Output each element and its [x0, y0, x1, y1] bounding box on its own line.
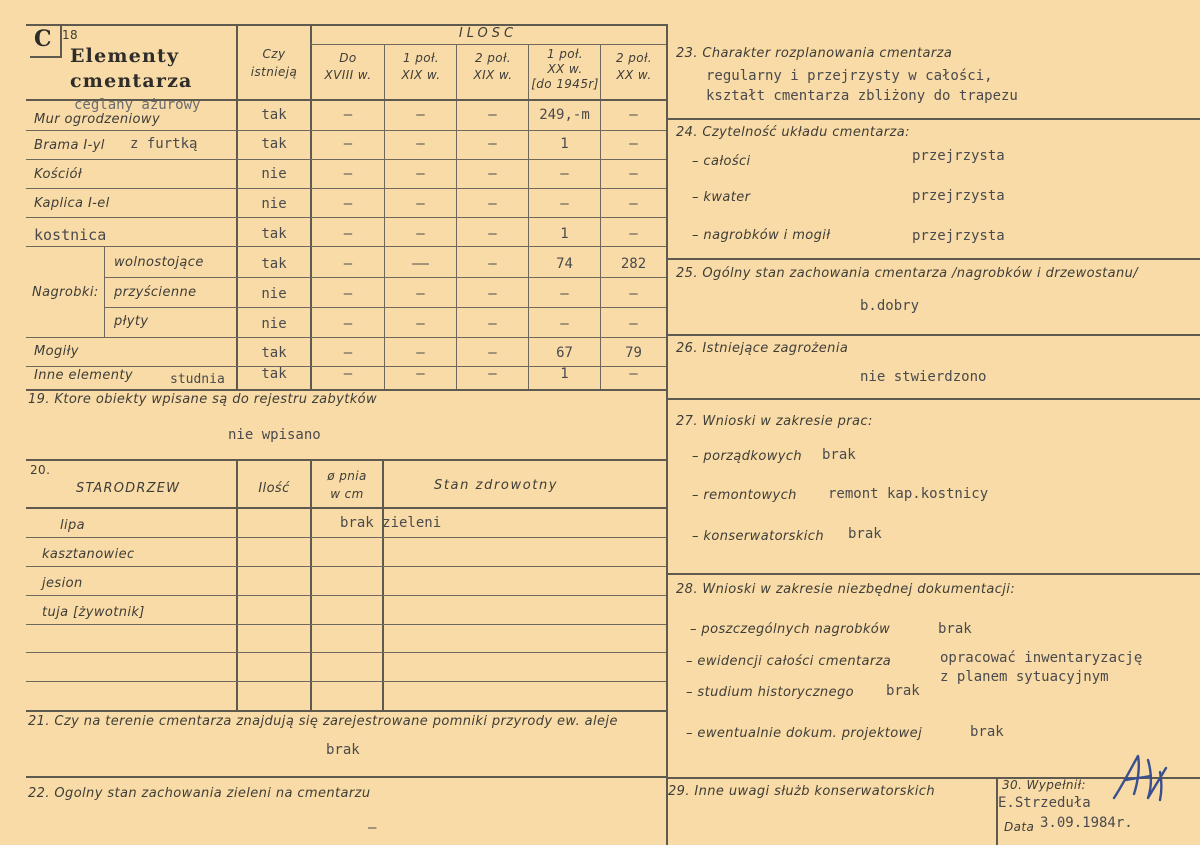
- center-divider: [666, 24, 668, 845]
- s28-item-label: – poszczególnych nagrobków: [690, 622, 891, 637]
- s20-bottom-rule: [26, 710, 666, 712]
- s23-bottom-rule: [666, 118, 1200, 120]
- row-note: ceglany ażurowy: [74, 97, 201, 113]
- s28-item-value: opracować inwentaryzację z planem sytuacyjnym: [940, 650, 1143, 685]
- s30-rule: [996, 777, 998, 845]
- s20-col-qty: Ilość: [258, 481, 290, 496]
- row-rule: [26, 217, 666, 218]
- row-exists: nie: [261, 196, 287, 212]
- s24-item-label: – nagrobków i mogił: [692, 228, 831, 243]
- s27-bottom-rule: [666, 573, 1200, 575]
- row-c19a: –: [416, 316, 425, 332]
- row-c18: –: [343, 316, 353, 332]
- row-label: Mogiły: [34, 344, 79, 359]
- row-c20a: 1: [560, 226, 569, 242]
- s30-label: 30. Wypełnił:: [1002, 778, 1086, 792]
- row-exists: nie: [261, 286, 287, 302]
- tree-row: tuja [żywotnik]: [42, 605, 145, 620]
- s30-date: 3.09.1984r.: [1040, 815, 1133, 831]
- row-c20a: 249,-m: [539, 107, 590, 123]
- corner-number: 18: [62, 28, 79, 42]
- s20-number: 20.: [30, 463, 51, 477]
- row-c20b: –: [629, 226, 638, 242]
- col-20a-header: 1 poł. XX w. [do 1945r]: [531, 47, 599, 91]
- row-c20b: –: [629, 136, 638, 152]
- row-label: przyścienne: [114, 285, 197, 300]
- row-c18: –: [343, 345, 353, 361]
- s27-question: 27. Wnioski w zakresie prac:: [676, 414, 873, 429]
- row-rule: [26, 130, 666, 131]
- s20-top-rule: [26, 459, 666, 461]
- s28-item-value: brak: [938, 621, 972, 637]
- s22-answer: –: [368, 820, 377, 836]
- s20-row-rule: [26, 624, 666, 625]
- row-c20b: –: [629, 196, 638, 212]
- row-c19a: –: [416, 345, 425, 361]
- row-c19b: –: [488, 196, 497, 212]
- row-c19a: –: [416, 166, 425, 182]
- row-c19b: –: [488, 256, 497, 272]
- row-exists: tak: [261, 136, 287, 152]
- row-label: Kaplica I-el: [34, 196, 110, 211]
- tree-row: lipa: [60, 518, 86, 533]
- row-c18: –: [343, 166, 353, 182]
- s20-row-rule: [26, 652, 666, 653]
- s27-item-label: – remontowych: [692, 488, 797, 503]
- row-label: Kościół: [34, 167, 83, 182]
- row-exists: tak: [261, 226, 287, 242]
- row-c20b: 79: [625, 345, 642, 361]
- s22-question: 22. Ogolny stan zachowania zieleni na cmentarzu: [28, 786, 371, 801]
- s26-question: 26. Istniejące zagrożenia: [676, 341, 849, 356]
- row-exists: tak: [261, 256, 287, 272]
- row-c20a: –: [560, 316, 569, 332]
- row-note: z furtką: [130, 136, 198, 152]
- title-line-1: Elementy: [70, 45, 180, 67]
- row-c19b: –: [488, 136, 497, 152]
- s19-question: 19. Ktore obiekty wpisane są do rejestru zabytków: [28, 392, 378, 407]
- row-note: kostnica: [34, 226, 107, 244]
- row-c20b: –: [629, 366, 638, 382]
- row-c19b: –: [488, 166, 497, 182]
- row-c20a: 67: [556, 345, 573, 361]
- s21-bottom-rule: [26, 776, 666, 778]
- row-c19a: –: [416, 196, 425, 212]
- s24-item-label: – całości: [692, 154, 751, 169]
- s24-bottom-rule: [666, 258, 1200, 260]
- row-label: płyty: [114, 314, 149, 329]
- s27-item-value: brak: [848, 526, 882, 542]
- row-rule: [26, 159, 666, 160]
- ilosc-rule: [310, 44, 666, 45]
- s23-line-1: regularny i przejrzysty w całości,: [706, 68, 993, 84]
- row-rule: [104, 307, 666, 308]
- row-c18: –: [343, 196, 353, 212]
- row-c20a: 1: [560, 136, 569, 152]
- row-label: wolnostojące: [114, 255, 204, 270]
- row-c19b: –: [488, 366, 497, 382]
- row-c19a: ––: [412, 256, 429, 272]
- ilosc-header: ILOSC: [458, 26, 518, 41]
- row-exists: tak: [261, 345, 287, 361]
- s21-answer: brak: [326, 742, 360, 758]
- row-c20b: –: [629, 286, 638, 302]
- row-rule: [26, 188, 666, 189]
- s28-item-value: brak: [886, 683, 920, 699]
- row-c20b: –: [629, 316, 638, 332]
- row-c18: –: [343, 286, 353, 302]
- tree-row: jesion: [42, 576, 83, 591]
- row-c19a: –: [416, 286, 425, 302]
- row-c20b: 282: [620, 256, 647, 272]
- row-c18: –: [343, 136, 353, 152]
- title-line-2: cmentarza: [70, 70, 193, 92]
- s30-name: E.Strzeduła: [998, 795, 1091, 811]
- row-c20a: –: [560, 166, 569, 182]
- section-letter: C: [34, 26, 52, 52]
- s20-col-tree: STARODRZEW: [76, 481, 181, 496]
- row-c20a: –: [560, 286, 569, 302]
- row-c20b: –: [629, 166, 638, 182]
- s20-header-rule: [26, 507, 666, 509]
- s27-item-label: – porządkowych: [692, 449, 803, 464]
- row-c18: –: [343, 256, 353, 272]
- s29-question: 29. Inne uwagi służb konserwatorskich: [668, 784, 935, 799]
- s28-item-value: brak: [970, 724, 1004, 740]
- row-rule: [26, 337, 666, 338]
- s25-answer: b.dobry: [860, 298, 920, 314]
- col-19a-header: 1 poł. XIX w.: [401, 51, 441, 82]
- row-label: Mur ogrodzeniowy: [34, 112, 161, 127]
- s20-row-rule: [26, 537, 666, 538]
- row-rule: [26, 246, 666, 247]
- tree-row: kasztanowiec: [42, 547, 135, 562]
- nagrobki-label: Nagrobki:: [32, 285, 99, 300]
- s20-row-rule: [26, 595, 666, 596]
- s20-col-rule: [236, 459, 238, 710]
- col-18-header: Do XVIII w.: [324, 51, 372, 82]
- s28-question: 28. Wnioski w zakresie niezbędnej dokumentacji:: [676, 582, 1016, 597]
- s24-item-value: przejrzysta: [912, 188, 1005, 204]
- row-c19a: –: [416, 136, 425, 152]
- row-c18: –: [343, 107, 353, 123]
- s23-line-2: kształt cmentarza zbliżony do trapezu: [706, 88, 1018, 104]
- row-label: Inne elementy: [34, 368, 133, 383]
- row-exists: nie: [261, 166, 287, 182]
- s25-question: 25. Ogólny stan zachowania cmentarza /nagrobków i drzewostanu/: [676, 266, 1139, 281]
- s27-item-value: remont kap.kostnicy: [828, 486, 989, 502]
- row-c19a: –: [416, 226, 425, 242]
- s24-item-value: przejrzysta: [912, 228, 1005, 244]
- row-c19a: –: [416, 107, 425, 123]
- col-19b-header: 2 poł. XIX w.: [473, 51, 513, 82]
- signature-mark: [1108, 748, 1172, 810]
- row-note: studnia: [170, 372, 225, 387]
- s26-answer: nie stwierdzono: [860, 369, 987, 385]
- s28-item-label: – ewidencji całości cmentarza: [686, 654, 892, 669]
- s24-item-value: przejrzysta: [912, 148, 1005, 164]
- row-c19b: –: [488, 226, 497, 242]
- row-c20a: –: [560, 196, 569, 212]
- row-c19a: –: [416, 366, 425, 382]
- s20-row-rule: [26, 681, 666, 682]
- s20-col-diam: ø pnia w cm: [327, 469, 367, 501]
- s20-row-rule: [26, 566, 666, 567]
- row-exists: tak: [261, 107, 287, 123]
- s21-question: 21. Czy na terenie cmentarza znajdują się zarejestrowane pomniki przyrody ew. aleje: [28, 714, 618, 729]
- row-exists: tak: [261, 366, 287, 382]
- row-exists: nie: [261, 316, 287, 332]
- s28-item-label: – ewentualnie dokum. projektowej: [686, 726, 923, 741]
- s26-bottom-rule: [666, 398, 1200, 400]
- row-rule: [104, 277, 666, 278]
- s27-item-value: brak: [822, 447, 856, 463]
- row-c20b: –: [629, 107, 638, 123]
- s23-question: 23. Charakter rozplanowania cmentarza: [676, 46, 953, 61]
- col-exists-header: Czy istnieją: [250, 47, 298, 79]
- s28-item-label: – studium historycznego: [686, 685, 854, 700]
- nagrobki-rule: [104, 246, 105, 337]
- s24-question: 24. Czytelność układu cmentarza:: [676, 125, 910, 140]
- s25-bottom-rule: [666, 334, 1200, 336]
- row-c20a: 74: [556, 256, 573, 272]
- s20-col-health: Stan zdrowotny: [434, 478, 559, 493]
- row-c18: –: [343, 226, 353, 242]
- row-c20a: 1: [560, 366, 569, 382]
- row-c18: –: [343, 366, 353, 382]
- row-c19b: –: [488, 107, 497, 123]
- s19-answer: nie wpisano: [228, 427, 321, 443]
- s20-col-rule: [382, 459, 384, 710]
- elements-bottom-rule: [26, 389, 666, 391]
- row-c19b: –: [488, 316, 497, 332]
- row-label: Brama I-yl: [34, 138, 105, 153]
- row-c19b: –: [488, 345, 497, 361]
- s30-date-label: Data: [1004, 820, 1035, 834]
- s20-note: brak zieleni: [340, 515, 442, 531]
- s24-item-label: – kwater: [692, 190, 751, 205]
- section-letter-box: [30, 24, 62, 58]
- col-20b-header: 2 poł. XX w.: [615, 51, 653, 82]
- row-c19b: –: [488, 286, 497, 302]
- s27-item-label: – konserwatorskich: [692, 529, 824, 544]
